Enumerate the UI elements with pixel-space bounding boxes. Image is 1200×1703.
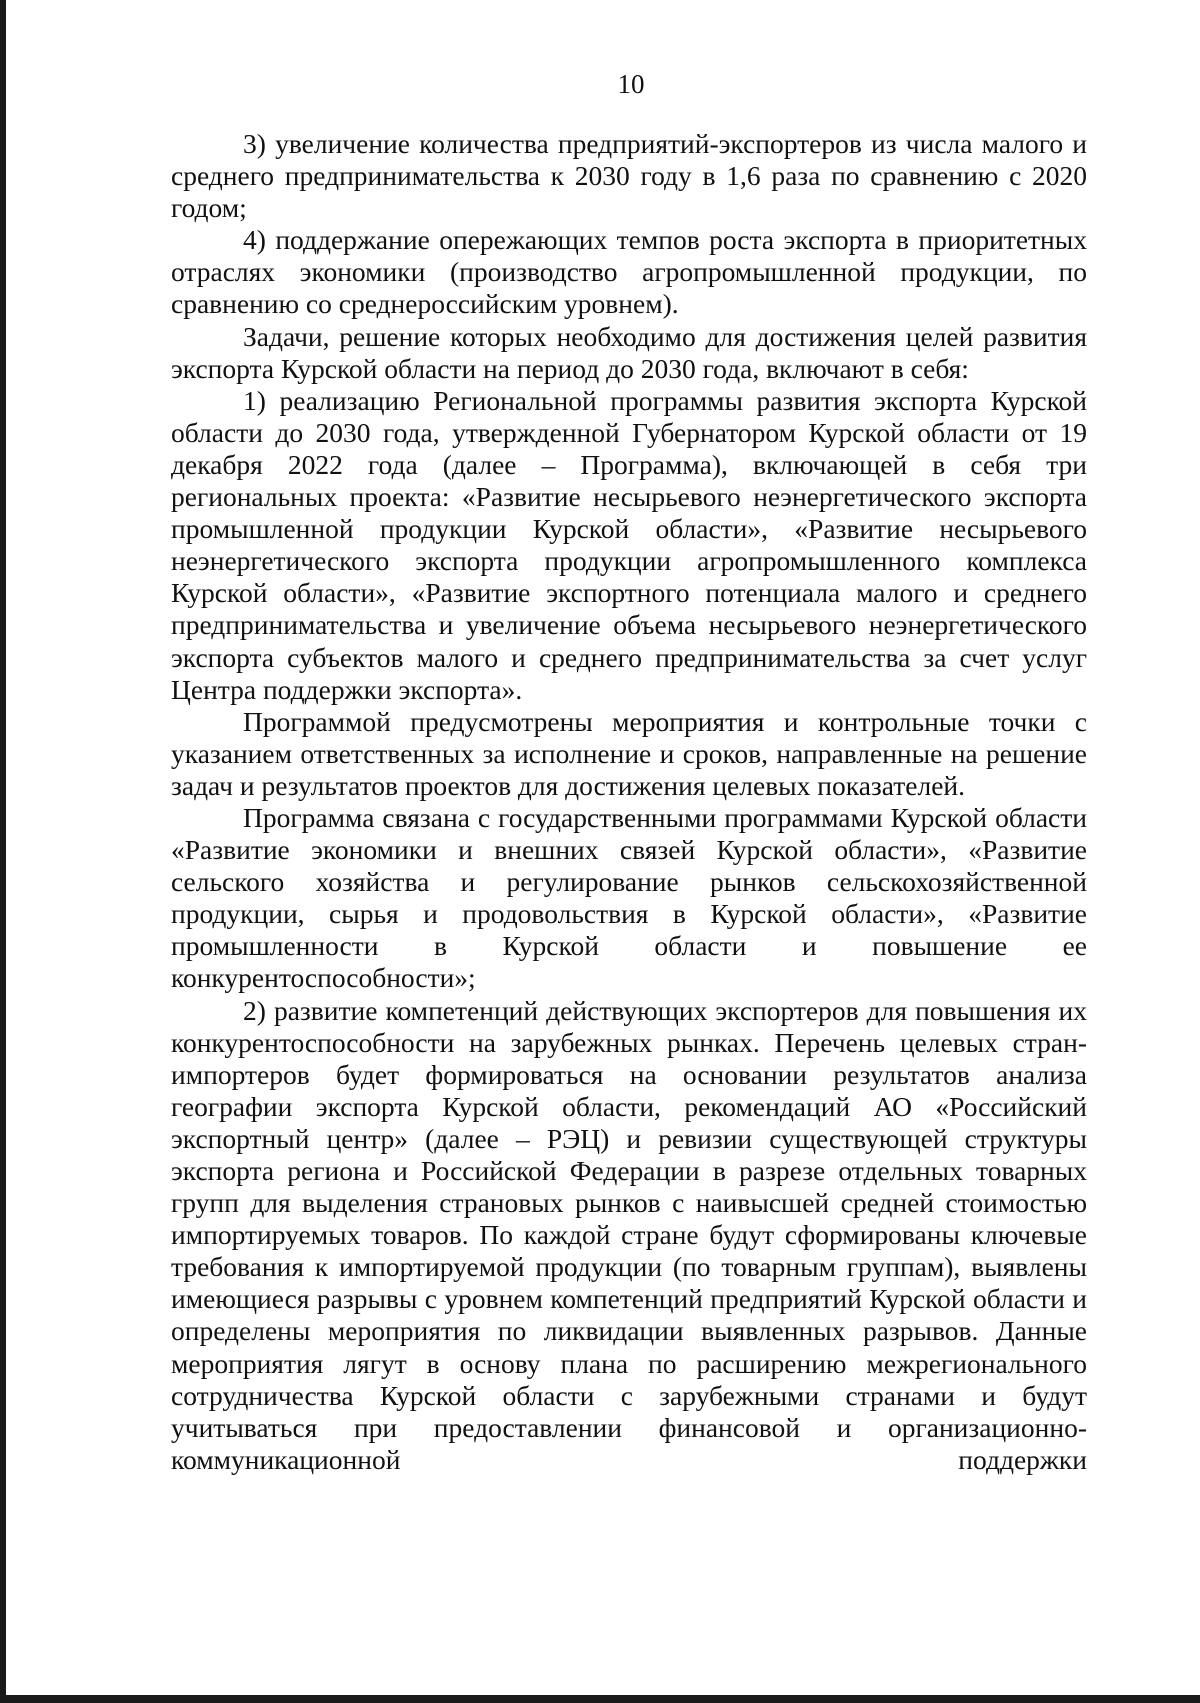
paragraph-program-measures: Программой предусмотрены мероприятия и контрольные точки с указанием ответственных за исполнение и сроков, направленные на решение задач и результатов проектов для достижения целевых показателей.: [171, 705, 1087, 801]
document-body: [171, 128, 1087, 1476]
paragraph-goal-4: 4) поддержание опережающих темпов роста экспорта в приоритетных отраслях экономики (производство агропромышленной продукции, по сравнению со среднероссийским уровнем).: [171, 224, 1087, 320]
paragraph-goal-3: 3) увеличение количества предприятий-экспортеров из числа малого и среднего предпринимательства к 2030 году в 1,6 раза по сравнению с 2020 годом;: [171, 128, 1087, 224]
page-number: 10: [617, 69, 645, 99]
paragraph-task-2: 2) развитие компетенций действующих экспортеров для повышения их конкурентоспособности на зарубежных рынках. Перечень целевых стран-импортеров будет формироваться на основании результатов анализа географии экспорта Курской области, рекомендаций АО «Российский экспортный центр» (далее – РЭЦ) и ревизии существующей структуры экспорта региона и Российской Федерации в разрезе отдельных товарных групп для выделения страновых рынков с наивысшей средней стоимостью импортируемых товаров. По каждой стране будут сформированы ключевые требования к импортируемой продукции (по товарным группам), выявлены имеющиеся разрывы с уровнем компетенций предприятий Курской области и определены мероприятия по ликвидации выявленных разрывов. Данные мероприятия лягут в основу плана по расширению межрегионального сотрудничества Курской области с зарубежными странами и будут учитываться при предоставлении финансовой и организационно-коммуникационной поддержки: [171, 994, 1087, 1475]
paragraph-tasks-intro: Задачи, решение которых необходимо для достижения целей развития экспорта Курской области на период до 2030 года, включают в себя:: [171, 320, 1087, 384]
paragraph-task-1: 1) реализацию Региональной программы развития экспорта Курской области до 2030 года, утвержденной Губернатором Курской области от 19 декабря 2022 года (далее – Программа), включающей в себя три региональных проекта: «Развитие несырьевого неэнергетического экспорта промышленной продукции Курской области», «Развитие несырьевого неэнергетического экспорта продукции агропромышленного комплекса Курской области», «Развитие экспортного потенциала малого и среднего предпринимательства и увеличение объема несырьевого неэнергетического экспорта субъектов малого и среднего предпринимательства за счет услуг Центра поддержки экспорта».: [171, 384, 1087, 705]
paragraph-program-links: Программа связана с государственными программами Курской области «Развитие экономики и внешних связей Курской области», «Развитие сельского хозяйства и регулирование рынков сельскохозяйственной продукции, сырья и продовольствия в Курской области», «Развитие промышленности в Курской области и повышение ее конкурентоспособности»;: [171, 801, 1087, 994]
scan-border-bottom: [0, 1695, 1200, 1703]
scan-border-left: [0, 0, 6, 1703]
